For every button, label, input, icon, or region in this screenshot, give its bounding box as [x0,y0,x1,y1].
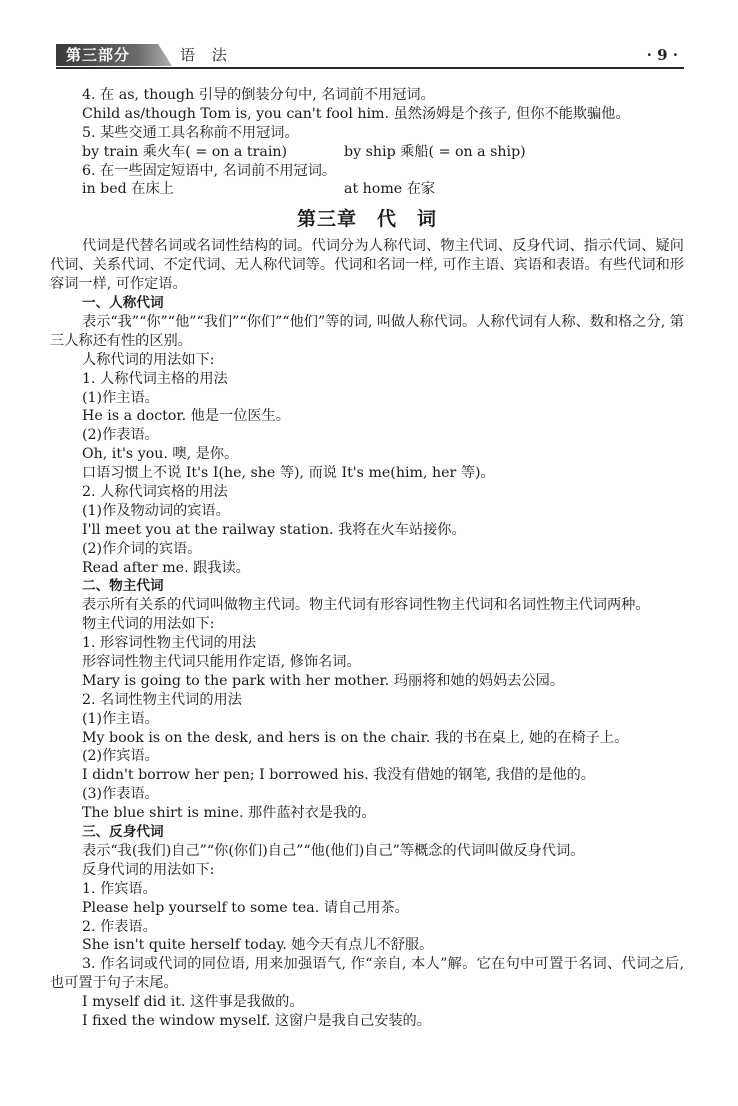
text-line: She isn't quite herself today. 她今天有点儿不舒服。 [82,937,434,954]
text-line: I didn't borrow her pen; I borrowed his. 我没有借她的钢笔, 我借的是他的。 [82,767,595,784]
text-line: 5. 某些交通工具名称前不用冠词。 [82,124,299,141]
text-line: Read after me. 跟我读。 [82,559,250,576]
text-line: Mary is going to the park with her mother. 玛丽将和她的妈妈去公园。 [82,672,565,689]
text-line: 口语习惯上不说 It's I(he, she 等), 而说 It's me(him, her 等)。 [82,465,495,482]
text-line: 1. 形容词性物主代词的用法 [82,635,257,652]
text-line: (1)作主语。 [82,389,159,406]
text-line: I'll meet you at the railway station. 我将在火车站接你。 [82,521,466,538]
text-line: The blue shirt is mine. 那件蓝衬衣是我的。 [82,805,376,822]
example-right: by ship 乘船( = on a ship) [344,143,526,160]
text-line: 形容词性物主代词只能用作定语, 修饰名词。 [82,654,361,671]
transport-example-row [50,143,684,162]
text-line: 1. 人称代词主格的用法 [82,370,228,387]
header-part-label: 第三部分 [66,46,131,64]
text-line: (3)作表语。 [82,786,159,803]
section-paragraph: 表示“我”“你”“他”“我们”“你们”“他们”等的词, 叫做人称代词。人称代词有人称、数和格之分, 第三人称还有性的区别。 [50,313,684,349]
text-line: (1)作及物动词的宾语。 [82,502,230,519]
text-line: (2)作表语。 [82,427,159,444]
page-content [50,86,684,1031]
text-line: (1)作主语。 [82,710,159,727]
text-line: I fixed the window myself. 这窗户是我自己安装的。 [82,1012,431,1029]
text-line: Child as/though Tom is, you can't fool him. 虽然汤姆是个孩子, 但你不能欺骗他。 [82,105,630,122]
text-line: (2)作宾语。 [82,748,159,765]
chapter-title: 第三章 代 词 [296,208,437,231]
section-heading-reflexive-pronouns: 三、反身代词 [82,824,164,841]
text-line: 4. 在 as, though 引导的倒装分句中, 名词前不用冠词。 [82,87,435,103]
example-left: in bed 在床上 [82,181,174,198]
example-left: by train 乘火车( = on a train) [82,143,288,160]
section-paragraph: 表示所有关系的代词叫做物主代词。物主代词有形容词性物主代词和名词性物主代词两种。 [82,597,650,614]
text-line: 人称代词的用法如下: [82,351,215,368]
example-right: at home 在家 [344,181,436,198]
text-line: He is a doctor. 他是一位医生。 [82,408,290,425]
text-line: Please help yourself to some tea. 请自己用茶。 [82,899,409,916]
text-line: I myself did it. 这件事是我做的。 [82,994,304,1011]
text-line: 物主代词的用法如下: [82,616,215,633]
section-paragraph: 3. 作名词或代词的同位语, 用来加强语气, 作“亲自, 本人”解。它在句中可置于名词、代词之后, 也可置于句子末尾。 [50,956,684,992]
text-line: (2)作介词的宾语。 [82,540,202,557]
text-line: Oh, it's you. 噢, 是你。 [82,446,239,463]
text-line: My book is on the desk, and hers is on the chair. 我的书在桌上, 她的在椅子上。 [82,729,629,746]
text-line: 2. 名词性物主代词的用法 [82,691,242,708]
page-number: · 9 · [646,46,678,64]
text-line: 反身代词的用法如下: [82,861,215,878]
header-section-title: 语 法 [180,46,233,64]
text-line: 表示“我(我们)自己”“你(你们)自己”“他(他们)自己”等概念的代词叫做反身代词。 [82,842,585,859]
section-heading-personal-pronouns: 一、人称代词 [82,295,164,312]
page-header [52,40,684,70]
text-line: 6. 在一些固定短语中, 名词前不用冠词。 [82,162,337,179]
fixed-phrase-example-row [50,180,684,199]
header-divider [56,67,684,69]
section-heading-possessive-pronouns: 二、物主代词 [82,578,164,595]
intro-paragraph: 代词是代替名词或名词性结构的词。代词分为人称代词、物主代词、反身代词、指示代词、疑问代词、关系代词、不定代词、无人称代词等。代词和名词一样, 可作主语、宾语和表语。有些代词和形容词一样, 可作定语。 [50,238,684,293]
text-line: 2. 作表语。 [82,918,157,935]
text-line: 1. 作宾语。 [82,880,157,897]
text-line: 2. 人称代词宾格的用法 [82,484,228,500]
